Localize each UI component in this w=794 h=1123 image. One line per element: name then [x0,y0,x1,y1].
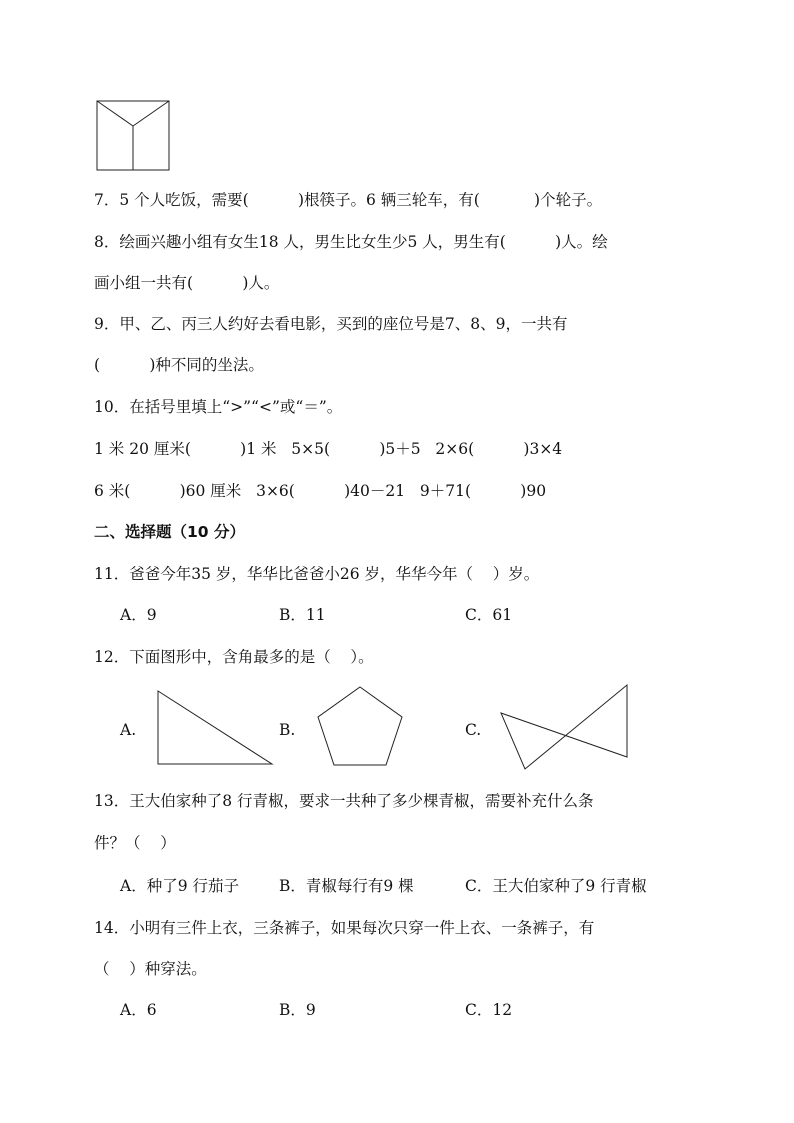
question-12: 12．下面图形中，含角最多的是（ ）。 [94,648,374,666]
q14-option-b: B．9 [279,1001,316,1019]
question-8-line1: 8．绘画兴趣小组有女生18 人，男生比女生少5 人，男生有( )人。绘 [94,233,608,251]
q13-option-a: A．种了9 行茄子 [120,877,239,895]
y-square-figure [96,100,170,172]
q13-option-b: B．青椒每行有9 棵 [279,877,414,895]
question-10-row1: 1 米 20 厘米( )1 米 5×5( )5＋5 2×6( )3×4 [94,440,563,458]
bowtie-figure [498,682,632,772]
right-triangle-figure [154,688,276,768]
question-13-line2: 件？（ ） [94,834,176,852]
question-10-title: 10．在括号里填上“>”“<”或“＝”。 [94,398,343,416]
q12-label-b: B. [279,721,296,739]
q13-option-c: C．王大伯家种了9 行青椒 [465,877,647,895]
question-13-line1: 13．王大伯家种了8 行青椒，要求一共种了多少棵青椒，需要补充什么条 [94,792,594,810]
question-14-line2: （ ）种穿法。 [94,960,207,978]
question-7: 7．5 个人吃饭，需要( )根筷子。6 辆三轮车，有( )个轮子。 [94,191,603,209]
q11-option-b: B．11 [279,606,326,624]
q14-option-c: C．12 [465,1001,513,1019]
question-9-line2: ( )种不同的坐法。 [94,356,264,374]
section-heading-choice: 二、选择题（10 分） [94,523,245,541]
q11-option-c: C．61 [465,606,513,624]
q11-option-a: A．9 [120,606,157,624]
question-8-line2: 画小组一共有( )人。 [94,274,280,292]
question-10-row2: 6 米( )60 厘米 3×6( )40－21 9＋71( )90 [94,482,547,500]
q12-label-a: A. [120,721,137,739]
question-14-line1: 14．小明有三件上衣，三条裤子，如果每次只穿一件上衣、一条裤子，有 [94,919,595,937]
question-9-line1: 9．甲、乙、丙三人约好去看电影，买到的座位号是7、8、9，一共有 [94,315,568,333]
q14-option-a: A．6 [120,1001,157,1019]
q12-label-c: C. [465,721,482,739]
question-11: 11．爸爸今年35 岁，华华比爸爸小26 岁，华华今年（ ）岁。 [94,565,540,583]
pentagon-figure [313,684,407,770]
